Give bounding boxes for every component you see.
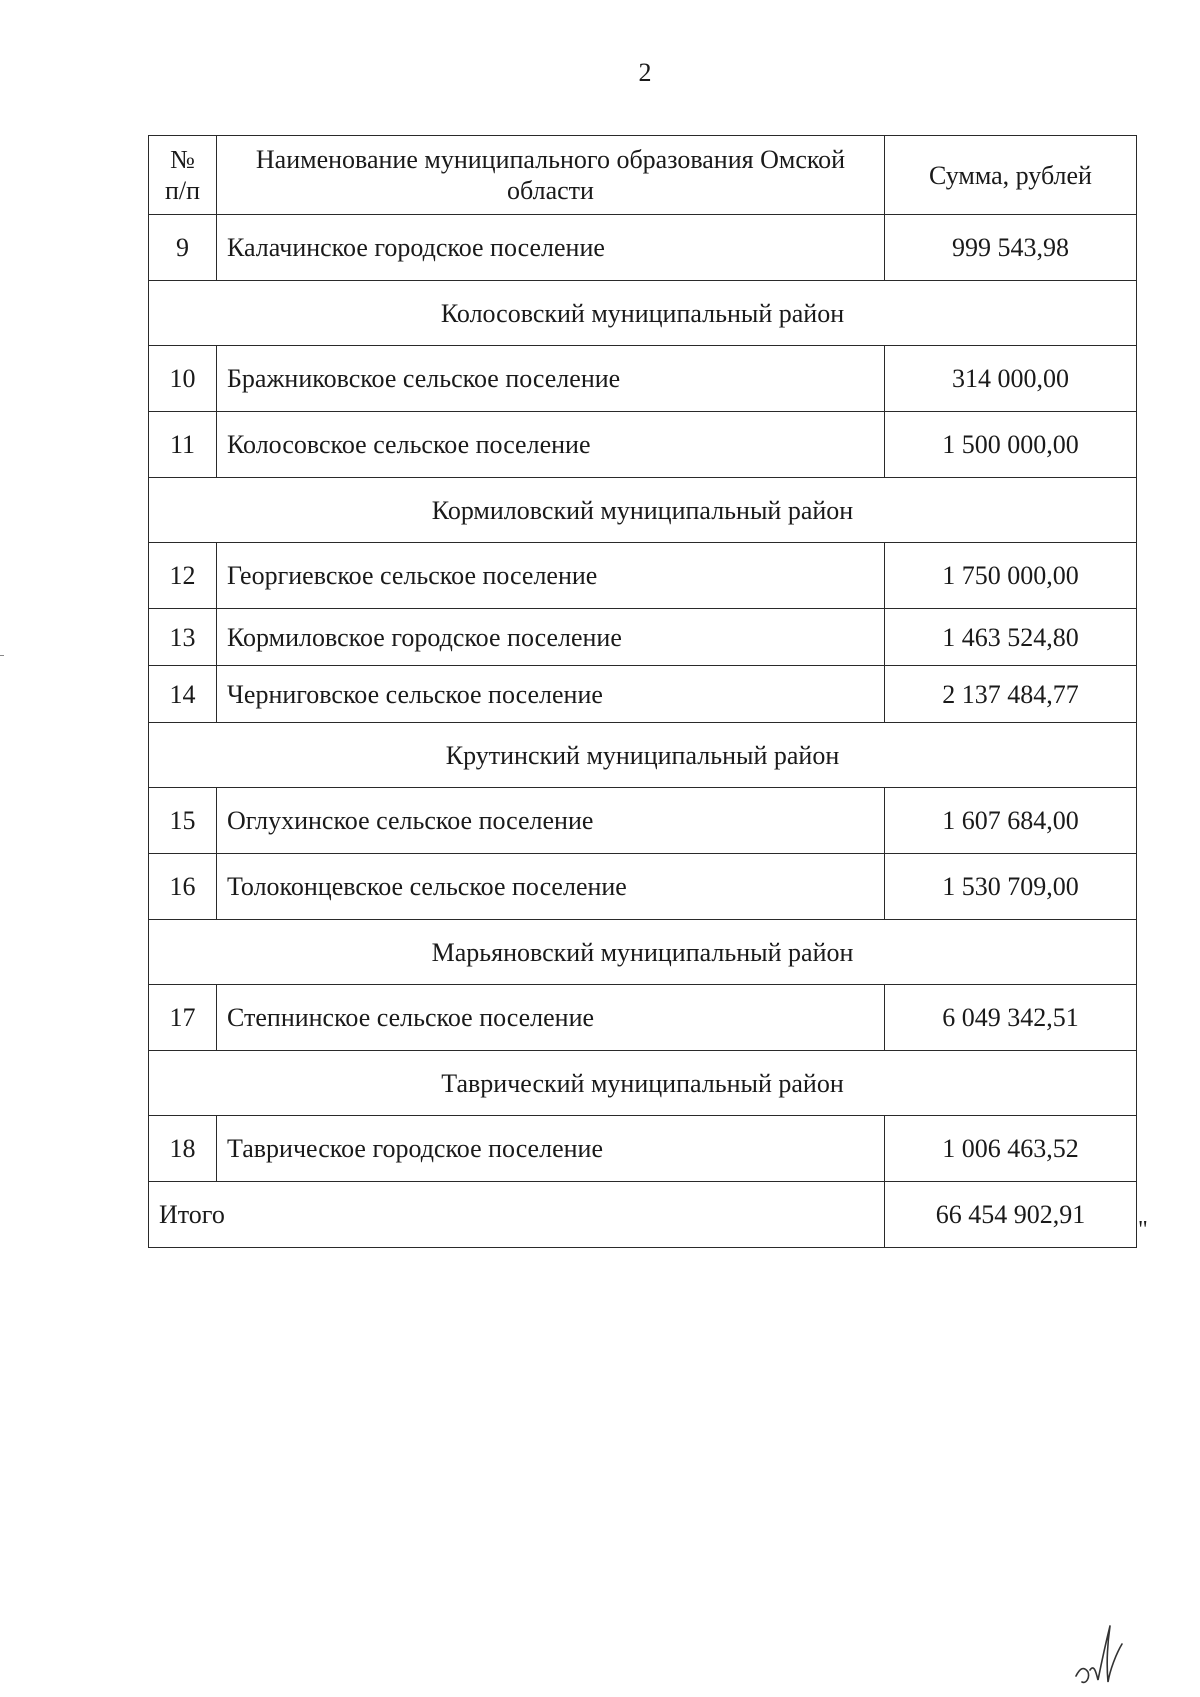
row-name: Степнинское сельское поселение (217, 985, 885, 1051)
handwritten-signature (1070, 1610, 1130, 1695)
row-sum: 1 750 000,00 (885, 543, 1137, 609)
district-title: Кормиловский муниципальный район (149, 478, 1137, 543)
row-sum: 1 607 684,00 (885, 788, 1137, 854)
table-row (149, 788, 1137, 854)
table-row (149, 412, 1137, 478)
row-sum: 1 500 000,00 (885, 412, 1137, 478)
row-sum: 999 543,98 (885, 215, 1137, 281)
table-row (149, 985, 1137, 1051)
header-name: Наименование муниципального образования Омской области (217, 136, 885, 215)
district-title: Крутинский муниципальный район (149, 723, 1137, 788)
row-num: 18 (149, 1116, 217, 1182)
row-name: Толоконцевское сельское поселение (217, 854, 885, 920)
row-sum: 1 530 709,00 (885, 854, 1137, 920)
row-name: Колосовское сельское поселение (217, 412, 885, 478)
row-name: Оглухинское сельское поселение (217, 788, 885, 854)
table-row (149, 666, 1137, 723)
table-row (149, 543, 1137, 609)
table-row (149, 346, 1137, 412)
table-row (149, 609, 1137, 666)
row-num: 17 (149, 985, 217, 1051)
row-num: 15 (149, 788, 217, 854)
district-group-row (149, 281, 1137, 346)
header-sum: Сумма, рублей (885, 136, 1137, 215)
table-header-row (149, 136, 1137, 215)
row-name: Черниговское сельское поселение (217, 666, 885, 723)
total-row (149, 1182, 1137, 1248)
allocation-table (148, 135, 1137, 1248)
row-num: 13 (149, 609, 217, 666)
header-num: № п/п (149, 136, 217, 215)
district-group-row (149, 920, 1137, 985)
row-name: Кормиловское городское поселение (217, 609, 885, 666)
row-num: 12 (149, 543, 217, 609)
district-title: Марьяновский муниципальный район (149, 920, 1137, 985)
district-title: Таврический муниципальный район (149, 1051, 1137, 1116)
total-label: Итого (149, 1182, 885, 1248)
district-group-row (149, 1051, 1137, 1116)
row-sum: 1 006 463,52 (885, 1116, 1137, 1182)
row-name: Георгиевское сельское поселение (217, 543, 885, 609)
row-sum: 6 049 342,51 (885, 985, 1137, 1051)
table-row (149, 854, 1137, 920)
row-num: 14 (149, 666, 217, 723)
row-num: 16 (149, 854, 217, 920)
row-name: Калачинское городское поселение (217, 215, 885, 281)
row-num: 11 (149, 412, 217, 478)
row-name: Бражниковское сельское поселение (217, 346, 885, 412)
closing-quote: " (1138, 1217, 1148, 1243)
row-sum: 2 137 484,77 (885, 666, 1137, 723)
row-sum: 314 000,00 (885, 346, 1137, 412)
row-sum: 1 463 524,80 (885, 609, 1137, 666)
district-group-row (149, 723, 1137, 788)
row-name: Таврическое городское поселение (217, 1116, 885, 1182)
scan-mark (0, 655, 4, 656)
row-num: 10 (149, 346, 217, 412)
district-title: Колосовский муниципальный район (149, 281, 1137, 346)
table-row (149, 215, 1137, 281)
district-group-row (149, 478, 1137, 543)
table-row (149, 1116, 1137, 1182)
row-num: 9 (149, 215, 217, 281)
page-number: 2 (638, 58, 652, 87)
total-sum: 66 454 902,91 (885, 1182, 1137, 1248)
